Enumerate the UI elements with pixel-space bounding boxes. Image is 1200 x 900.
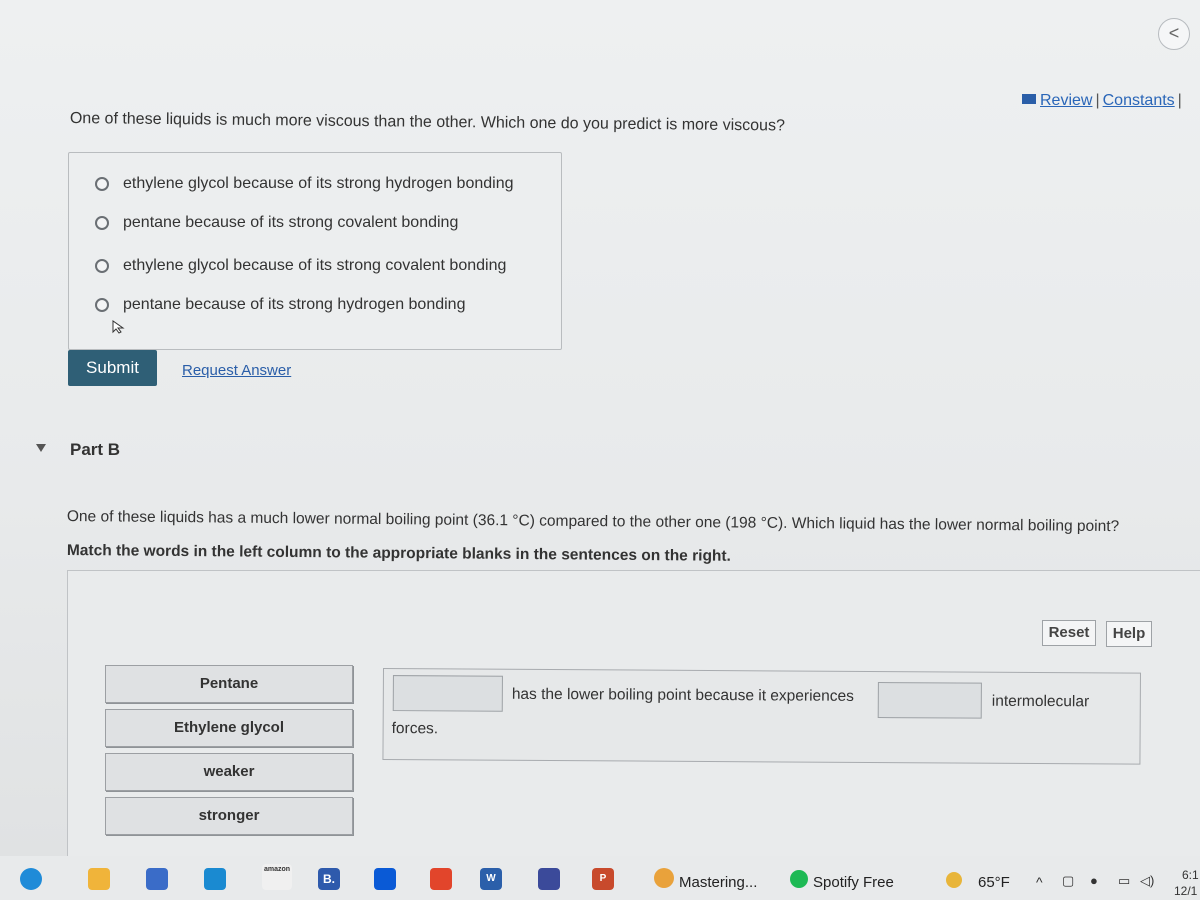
temperature[interactable]: 65°F	[978, 874, 1010, 891]
separator: |	[1095, 92, 1100, 109]
radio-button[interactable]	[95, 177, 109, 191]
clock-time[interactable]: 6:1	[1182, 868, 1199, 882]
battery-icon[interactable]: ▭	[1118, 873, 1131, 888]
chrome-icon[interactable]	[654, 868, 674, 888]
constants-link[interactable]: Constants	[1102, 92, 1175, 109]
radio-button[interactable]	[95, 216, 109, 230]
mastering-task[interactable]: Mastering...	[679, 874, 758, 891]
answer-options-box	[68, 152, 562, 350]
token-stronger[interactable]: stronger	[105, 797, 353, 835]
video-app-icon[interactable]	[538, 868, 560, 890]
spotify-icon[interactable]	[790, 870, 808, 888]
back-button[interactable]: <	[1158, 18, 1190, 50]
ppt-letter: P	[599, 873, 607, 884]
spotify-task[interactable]: Spotify Free	[813, 874, 894, 891]
sentence-text-2: intermolecular	[991, 692, 1090, 711]
weather-icon[interactable]	[946, 872, 962, 888]
blank-2[interactable]	[878, 682, 982, 719]
bookmark-app-icon[interactable]	[318, 868, 340, 890]
store-icon[interactable]	[146, 868, 168, 890]
amazon-label: amazon	[263, 866, 291, 873]
token-ethylene-glycol[interactable]: Ethylene glycol	[105, 709, 353, 747]
request-answer-link[interactable]: Request Answer	[182, 362, 292, 379]
dropbox-icon[interactable]	[374, 868, 396, 890]
clock-date[interactable]: 12/1	[1174, 884, 1198, 898]
option-label: pentane because of its strong hydrogen bonding	[123, 296, 466, 313]
file-explorer-icon[interactable]	[88, 868, 110, 890]
token-weaker[interactable]: weaker	[105, 753, 353, 791]
mouse-cursor-icon	[112, 320, 126, 337]
sentence-text-3: forces.	[391, 720, 439, 738]
taskbar	[0, 856, 1200, 900]
review-link[interactable]: Review	[1040, 92, 1093, 109]
word-letter: W	[486, 873, 496, 884]
radio-button[interactable]	[95, 259, 109, 273]
bookmark-letter: B.	[323, 872, 335, 886]
reset-button[interactable]: Reset	[1042, 620, 1096, 646]
option-3[interactable]	[95, 257, 506, 275]
blank-1[interactable]	[393, 675, 503, 712]
token-pentane[interactable]: Pentane	[105, 665, 353, 703]
network-icon[interactable]: ●	[1090, 873, 1098, 888]
review-constants-links	[1022, 92, 1185, 110]
word-icon[interactable]	[480, 868, 502, 890]
sentence-box	[382, 668, 1141, 765]
option-label: pentane because of its strong covalent bonding	[123, 214, 459, 231]
option-4[interactable]	[95, 296, 465, 314]
question-b-text: One of these liquids has a much lower normal boiling point (36.1 °C) compared to the other one (198 °C). Which liquid has the lower normal boiling point?	[66, 508, 1120, 536]
option-1[interactable]	[95, 175, 513, 193]
sentence-text-1: has the lower boiling point because it experiences	[511, 685, 854, 705]
separator: |	[1177, 92, 1182, 109]
mail-icon[interactable]	[204, 868, 226, 890]
office-icon[interactable]	[430, 868, 452, 890]
powerpoint-icon[interactable]	[592, 868, 614, 890]
book-icon	[1022, 94, 1036, 104]
option-label: ethylene glycol because of its strong covalent bonding	[123, 257, 507, 274]
option-2[interactable]	[95, 214, 458, 232]
help-button[interactable]: Help	[1106, 621, 1152, 647]
edge-browser-icon[interactable]	[20, 868, 42, 890]
collapse-caret-icon[interactable]	[36, 444, 46, 452]
option-label: ethylene glycol because of its strong hydrogen bonding	[123, 175, 514, 192]
amazon-icon[interactable]	[262, 864, 292, 890]
submit-button[interactable]: Submit	[68, 350, 157, 386]
volume-icon[interactable]: ◁)	[1140, 873, 1155, 888]
question-a-text: One of these liquids is much more viscous than the other. Which one do you predict is more viscous?	[69, 110, 785, 135]
part-b-title: Part B	[70, 440, 121, 459]
instruction-text: Match the words in the left column to the appropriate blanks in the sentences on the right.	[66, 542, 731, 565]
chevron-up-icon[interactable]: ^	[1036, 874, 1043, 890]
tablet-icon[interactable]: ▢	[1062, 873, 1075, 888]
radio-button[interactable]	[95, 298, 109, 312]
